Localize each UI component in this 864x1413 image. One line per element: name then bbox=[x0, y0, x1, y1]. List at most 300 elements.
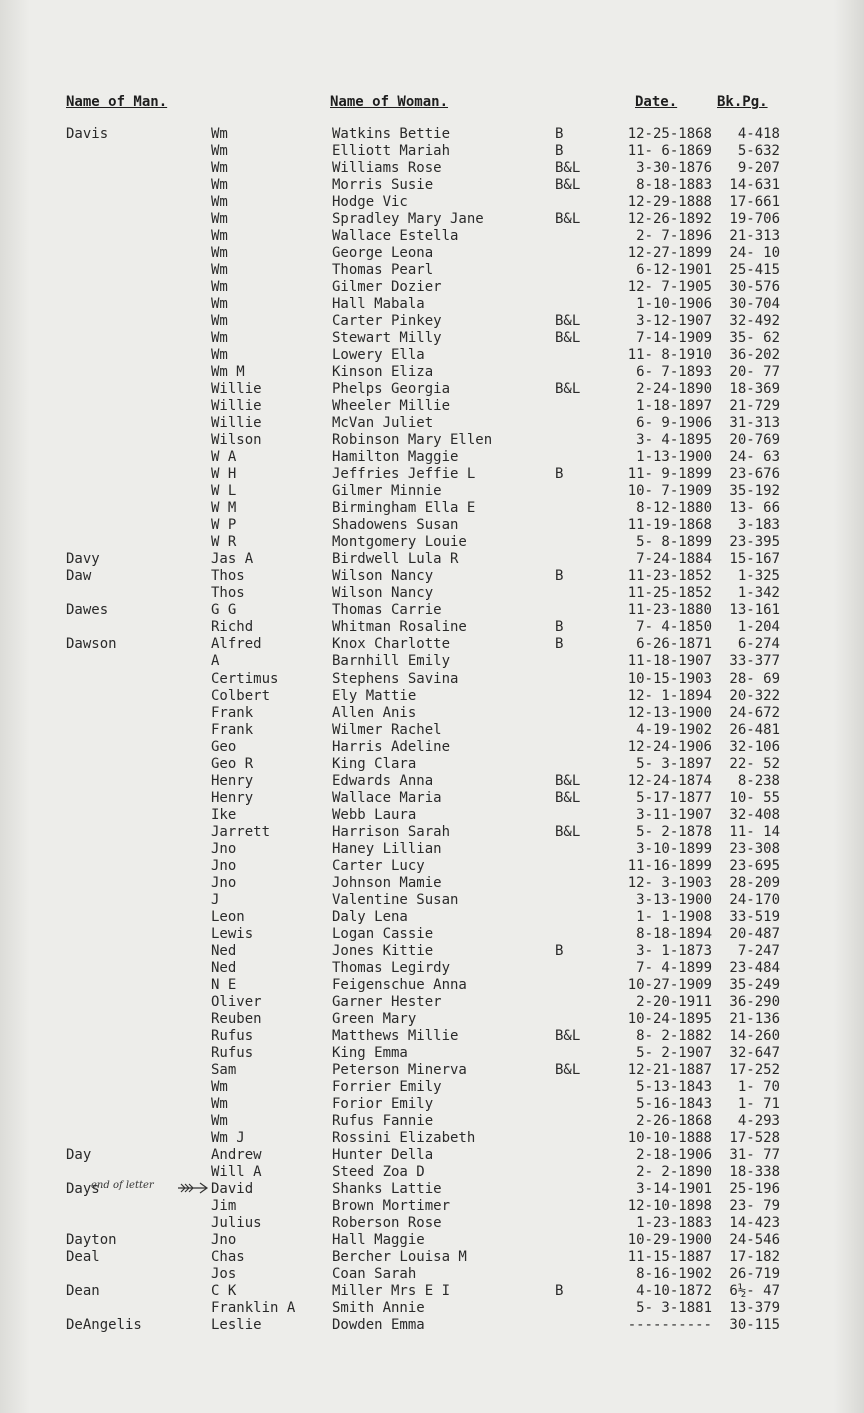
book-page-cell: 31- 77 bbox=[729, 1146, 780, 1163]
table-row bbox=[0, 807, 864, 824]
date-cell: 11-23-1852 bbox=[627, 568, 712, 585]
book-page-cell: 1-342 bbox=[737, 585, 780, 602]
book-page-cell: 1- 71 bbox=[737, 1095, 780, 1112]
woman-name-cell: Shadowens Susan bbox=[332, 517, 459, 534]
table-row bbox=[0, 330, 864, 347]
given-name-cell: Alfred bbox=[211, 636, 262, 653]
date-cell: 12-13-1900 bbox=[627, 704, 712, 721]
book-page-cell: 36-290 bbox=[729, 993, 780, 1010]
woman-name-cell: Rossini Elizabeth bbox=[332, 1129, 476, 1146]
given-name-cell: Wm bbox=[211, 194, 228, 211]
woman-name-cell: Forior Emily bbox=[332, 1095, 434, 1112]
date-cell: 3-10-1899 bbox=[636, 840, 712, 857]
book-page-cell: 21-729 bbox=[729, 398, 780, 415]
book-page-cell: 4-418 bbox=[737, 126, 780, 142]
woman-name-cell: Watkins Bettie bbox=[332, 126, 451, 142]
given-name-cell: Wm bbox=[211, 1095, 228, 1112]
woman-name-cell: Phelps Georgia bbox=[332, 381, 451, 398]
book-page-cell: 19-706 bbox=[729, 211, 780, 228]
given-name-cell: Wm bbox=[211, 262, 228, 279]
given-name-cell: Wm bbox=[211, 143, 228, 160]
woman-name-cell: Ely Mattie bbox=[332, 687, 417, 704]
woman-name-cell: Harris Adeline bbox=[332, 738, 451, 755]
table-row bbox=[0, 841, 864, 858]
record-list bbox=[0, 126, 864, 1334]
table-row bbox=[0, 381, 864, 398]
date-cell: 10- 7-1909 bbox=[627, 483, 712, 500]
date-cell: 7-14-1909 bbox=[636, 330, 712, 347]
given-name-cell: Chas bbox=[211, 1249, 245, 1266]
date-cell: 7- 4-1899 bbox=[636, 959, 712, 976]
woman-name-cell: Harrison Sarah bbox=[332, 823, 451, 840]
woman-name-cell: Birmingham Ella E bbox=[332, 500, 476, 517]
woman-name-cell: Miller Mrs E I bbox=[332, 1283, 451, 1300]
given-name-cell: Jas A bbox=[211, 551, 254, 568]
book-page-cell: 30-576 bbox=[729, 279, 780, 296]
table-row bbox=[0, 994, 864, 1011]
given-name-cell: W R bbox=[211, 534, 237, 551]
date-cell: 10-10-1888 bbox=[627, 1129, 712, 1146]
date-cell: 1-13-1900 bbox=[636, 449, 712, 466]
woman-name-cell: Dowden Emma bbox=[332, 1317, 425, 1334]
date-cell: 5- 2-1907 bbox=[636, 1044, 712, 1061]
date-cell: 1-23-1883 bbox=[636, 1215, 712, 1231]
date-cell: 4-10-1872 bbox=[636, 1283, 712, 1300]
book-page-cell: 15-167 bbox=[729, 551, 780, 568]
book-page-cell: 33-377 bbox=[729, 653, 780, 670]
date-cell: 10-15-1903 bbox=[627, 670, 712, 687]
given-name-cell: Ned bbox=[211, 942, 237, 959]
surname-cell: Dawes bbox=[66, 602, 109, 619]
code-cell: B&L bbox=[555, 160, 581, 177]
woman-name-cell: Roberson Rose bbox=[332, 1215, 442, 1231]
code-cell: B bbox=[555, 126, 564, 142]
header-date: Date. bbox=[635, 94, 678, 110]
date-cell: 1- 1-1908 bbox=[636, 908, 712, 925]
woman-name-cell: Thomas Pearl bbox=[332, 262, 434, 279]
table-row bbox=[0, 1079, 864, 1096]
date-cell: 5- 3-1881 bbox=[636, 1300, 712, 1317]
header-name-of-man: Name of Man. bbox=[66, 94, 168, 110]
given-name-cell: Will A bbox=[211, 1163, 262, 1180]
given-name-cell: Willie bbox=[211, 381, 262, 398]
given-name-cell: Wm bbox=[211, 228, 228, 245]
date-cell: 10-27-1909 bbox=[627, 976, 712, 993]
given-name-cell: Henry bbox=[211, 772, 254, 789]
surname-cell: Davy bbox=[66, 551, 100, 568]
given-name-cell: Wm bbox=[211, 347, 228, 364]
table-row bbox=[0, 756, 864, 773]
woman-name-cell: Edwards Anna bbox=[332, 772, 434, 789]
woman-name-cell: Webb Laura bbox=[332, 806, 417, 823]
given-name-cell: Lewis bbox=[211, 925, 254, 942]
given-name-cell: Julius bbox=[211, 1215, 262, 1231]
table-row bbox=[0, 262, 864, 279]
date-cell: 11- 8-1910 bbox=[627, 347, 712, 364]
handwritten-annotation: end of letter bbox=[91, 1180, 154, 1191]
date-cell: 6-12-1901 bbox=[636, 262, 712, 279]
woman-name-cell: Wilson Nancy bbox=[332, 568, 434, 585]
given-name-cell: W M bbox=[211, 500, 237, 517]
date-cell: 3-14-1901 bbox=[636, 1180, 712, 1197]
table-row bbox=[0, 892, 864, 909]
book-page-cell: 13-161 bbox=[729, 602, 780, 619]
book-page-cell: 26-719 bbox=[729, 1266, 780, 1283]
book-page-cell: 23-484 bbox=[729, 959, 780, 976]
table-row bbox=[0, 688, 864, 705]
given-name-cell: Jim bbox=[211, 1197, 237, 1214]
given-name-cell: Wm bbox=[211, 1112, 228, 1129]
table-row bbox=[0, 619, 864, 636]
table-row bbox=[0, 1266, 864, 1283]
table-row bbox=[0, 1011, 864, 1028]
table-row bbox=[0, 466, 864, 483]
given-name-cell: W H bbox=[211, 466, 237, 483]
given-name-cell: Certimus bbox=[211, 670, 279, 687]
table-row bbox=[0, 773, 864, 790]
date-cell: 10-29-1900 bbox=[627, 1232, 712, 1249]
table-row bbox=[0, 960, 864, 977]
book-page-cell: 30-115 bbox=[729, 1317, 780, 1334]
given-name-cell: Leslie bbox=[211, 1317, 262, 1334]
table-row bbox=[0, 1232, 864, 1249]
woman-name-cell: Carter Lucy bbox=[332, 857, 425, 874]
date-cell: 12-29-1888 bbox=[627, 194, 712, 211]
book-page-cell: 14-423 bbox=[729, 1215, 780, 1231]
date-cell: 8-18-1894 bbox=[636, 925, 712, 942]
given-name-cell: Wm bbox=[211, 245, 228, 262]
code-cell: B&L bbox=[555, 330, 581, 347]
date-cell: 7- 4-1850 bbox=[636, 619, 712, 636]
woman-name-cell: Morris Susie bbox=[332, 177, 434, 194]
table-row bbox=[0, 483, 864, 500]
table-row bbox=[0, 194, 864, 211]
date-cell: 3- 4-1895 bbox=[636, 432, 712, 449]
woman-name-cell: Valentine Susan bbox=[332, 891, 459, 908]
woman-name-cell: Whitman Rosaline bbox=[332, 619, 467, 636]
given-name-cell: Richd bbox=[211, 619, 254, 636]
given-name-cell: Wm J bbox=[211, 1129, 245, 1146]
table-row bbox=[0, 500, 864, 517]
book-page-cell: 1- 70 bbox=[737, 1078, 780, 1095]
book-page-cell: 23-676 bbox=[729, 466, 780, 483]
table-row bbox=[0, 1198, 864, 1215]
date-cell: 12- 1-1894 bbox=[627, 687, 712, 704]
woman-name-cell: Haney Lillian bbox=[332, 840, 442, 857]
surname-cell: Deal bbox=[66, 1249, 100, 1266]
date-cell: 5-17-1877 bbox=[636, 789, 712, 806]
table-row bbox=[0, 1317, 864, 1334]
book-page-cell: 10- 55 bbox=[729, 789, 780, 806]
date-cell: 8- 2-1882 bbox=[636, 1027, 712, 1044]
woman-name-cell: Rufus Fannie bbox=[332, 1112, 434, 1129]
given-name-cell: W P bbox=[211, 517, 237, 534]
book-page-cell: 9-207 bbox=[737, 160, 780, 177]
given-name-cell: Oliver bbox=[211, 993, 262, 1010]
woman-name-cell: Elliott Mariah bbox=[332, 143, 451, 160]
date-cell: ---------- bbox=[627, 1317, 712, 1334]
date-cell: 1-10-1906 bbox=[636, 296, 712, 313]
book-page-cell: 23-308 bbox=[729, 840, 780, 857]
code-cell: B&L bbox=[555, 381, 581, 398]
woman-name-cell: Hall Mabala bbox=[332, 296, 425, 313]
table-row bbox=[0, 602, 864, 619]
given-name-cell: Wm bbox=[211, 330, 228, 347]
date-cell: 6- 7-1893 bbox=[636, 364, 712, 381]
surname-cell: Day bbox=[66, 1146, 92, 1163]
code-cell: B&L bbox=[555, 313, 581, 330]
date-cell: 3-13-1900 bbox=[636, 891, 712, 908]
given-name-cell: Jos bbox=[211, 1266, 237, 1283]
book-page-cell: 36-202 bbox=[729, 347, 780, 364]
table-row bbox=[0, 739, 864, 756]
date-cell: 11-23-1880 bbox=[627, 602, 712, 619]
date-cell: 6-26-1871 bbox=[636, 636, 712, 653]
book-page-cell: 35-249 bbox=[729, 976, 780, 993]
woman-name-cell: Hall Maggie bbox=[332, 1232, 425, 1249]
woman-name-cell: Wilmer Rachel bbox=[332, 721, 442, 738]
woman-name-cell: Logan Cassie bbox=[332, 925, 434, 942]
given-name-cell: Franklin A bbox=[211, 1300, 296, 1317]
given-name-cell: Wm M bbox=[211, 364, 245, 381]
code-cell: B bbox=[555, 619, 564, 636]
surname-cell: Dayton bbox=[66, 1232, 117, 1249]
table-row bbox=[0, 1300, 864, 1317]
table-row bbox=[0, 1147, 864, 1164]
table-row bbox=[0, 926, 864, 943]
table-row bbox=[0, 653, 864, 670]
code-cell: B bbox=[555, 1283, 564, 1300]
code-cell: B&L bbox=[555, 177, 581, 194]
given-name-cell: Wm bbox=[211, 126, 228, 142]
given-name-cell: Geo bbox=[211, 738, 237, 755]
date-cell: 8-18-1883 bbox=[636, 177, 712, 194]
book-page-cell: 20-322 bbox=[729, 687, 780, 704]
given-name-cell: Jno bbox=[211, 840, 237, 857]
given-name-cell: Jno bbox=[211, 857, 237, 874]
given-name-cell: W A bbox=[211, 449, 237, 466]
woman-name-cell: Hodge Vic bbox=[332, 194, 408, 211]
book-page-cell: 4-293 bbox=[737, 1112, 780, 1129]
book-page-cell: 24- 10 bbox=[729, 245, 780, 262]
header-book-page: Bk.Pg. bbox=[717, 94, 768, 110]
book-page-cell: 35-192 bbox=[729, 483, 780, 500]
date-cell: 11- 9-1899 bbox=[627, 466, 712, 483]
code-cell: B&L bbox=[555, 1027, 581, 1044]
surname-cell: Dean bbox=[66, 1283, 100, 1300]
book-page-cell: 23-395 bbox=[729, 534, 780, 551]
date-cell: 6- 9-1906 bbox=[636, 415, 712, 432]
book-page-cell: 6-274 bbox=[737, 636, 780, 653]
code-cell: B&L bbox=[555, 789, 581, 806]
woman-name-cell: Stephens Savina bbox=[332, 670, 459, 687]
date-cell: 2-24-1890 bbox=[636, 381, 712, 398]
table-row bbox=[0, 1249, 864, 1266]
table-row bbox=[0, 534, 864, 551]
table-row bbox=[0, 977, 864, 994]
given-name-cell: Jno bbox=[211, 874, 237, 891]
table-row bbox=[0, 858, 864, 875]
table-row bbox=[0, 364, 864, 381]
table-row bbox=[0, 245, 864, 262]
code-cell: B&L bbox=[555, 772, 581, 789]
book-page-cell: 26-481 bbox=[729, 721, 780, 738]
date-cell: 2-26-1868 bbox=[636, 1112, 712, 1129]
book-page-cell: 28-209 bbox=[729, 874, 780, 891]
woman-name-cell: Coan Sarah bbox=[332, 1266, 417, 1283]
date-cell: 2- 7-1896 bbox=[636, 228, 712, 245]
table-row bbox=[0, 313, 864, 330]
book-page-cell: 3-183 bbox=[737, 517, 780, 534]
book-page-cell: 24- 63 bbox=[729, 449, 780, 466]
code-cell: B bbox=[555, 636, 564, 653]
woman-name-cell: Robinson Mary Ellen bbox=[332, 432, 493, 449]
given-name-cell: Wm bbox=[211, 313, 228, 330]
date-cell: 5- 8-1899 bbox=[636, 534, 712, 551]
table-row bbox=[0, 296, 864, 313]
given-name-cell: Rufus bbox=[211, 1044, 254, 1061]
woman-name-cell: Jeffries Jeffie L bbox=[332, 466, 476, 483]
woman-name-cell: Thomas Legirdy bbox=[332, 959, 451, 976]
woman-name-cell: Lowery Ella bbox=[332, 347, 425, 364]
table-row bbox=[0, 1283, 864, 1300]
woman-name-cell: Birdwell Lula R bbox=[332, 551, 459, 568]
woman-name-cell: Feigenschue Anna bbox=[332, 976, 467, 993]
woman-name-cell: Hunter Della bbox=[332, 1146, 434, 1163]
book-page-cell: 1-204 bbox=[737, 619, 780, 636]
given-name-cell: Wm bbox=[211, 177, 228, 194]
date-cell: 8-12-1880 bbox=[636, 500, 712, 517]
table-row bbox=[0, 211, 864, 228]
book-page-cell: 21-136 bbox=[729, 1010, 780, 1027]
book-page-cell: 20-769 bbox=[729, 432, 780, 449]
date-cell: 12-10-1898 bbox=[627, 1197, 712, 1214]
date-cell: 11-25-1852 bbox=[627, 585, 712, 602]
given-name-cell: Ike bbox=[211, 806, 237, 823]
surname-cell: Dawson bbox=[66, 636, 117, 653]
table-row bbox=[0, 517, 864, 534]
woman-name-cell: Johnson Mamie bbox=[332, 874, 442, 891]
given-name-cell: W L bbox=[211, 483, 237, 500]
book-page-cell: 14-631 bbox=[729, 177, 780, 194]
given-name-cell: G G bbox=[211, 602, 237, 619]
table-row bbox=[0, 449, 864, 466]
table-row bbox=[0, 347, 864, 364]
date-cell: 12- 7-1905 bbox=[627, 279, 712, 296]
date-cell: 1-18-1897 bbox=[636, 398, 712, 415]
book-page-cell: 13- 66 bbox=[729, 500, 780, 517]
woman-name-cell: Thomas Carrie bbox=[332, 602, 442, 619]
given-name-cell: C K bbox=[211, 1283, 237, 1300]
date-cell: 12-24-1906 bbox=[627, 738, 712, 755]
book-page-cell: 20- 77 bbox=[729, 364, 780, 381]
given-name-cell: Wm bbox=[211, 211, 228, 228]
book-page-cell: 23-695 bbox=[729, 857, 780, 874]
given-name-cell: Geo R bbox=[211, 755, 254, 772]
given-name-cell: Ned bbox=[211, 959, 237, 976]
book-page-cell: 17-528 bbox=[729, 1129, 780, 1146]
date-cell: 3-11-1907 bbox=[636, 806, 712, 823]
surname-cell: Days bbox=[66, 1180, 100, 1197]
woman-name-cell: Spradley Mary Jane bbox=[332, 211, 484, 228]
table-row bbox=[0, 1164, 864, 1181]
given-name-cell: Andrew bbox=[211, 1146, 262, 1163]
woman-name-cell: Knox Charlotte bbox=[332, 636, 451, 653]
table-row bbox=[0, 1130, 864, 1147]
woman-name-cell: King Emma bbox=[332, 1044, 408, 1061]
book-page-cell: 24-672 bbox=[729, 704, 780, 721]
table-row bbox=[0, 415, 864, 432]
book-page-cell: 28- 69 bbox=[729, 670, 780, 687]
table-row bbox=[0, 636, 864, 653]
woman-name-cell: McVan Juliet bbox=[332, 415, 434, 432]
table-row bbox=[0, 1113, 864, 1130]
woman-name-cell: Forrier Emily bbox=[332, 1078, 442, 1095]
book-page-cell: 17-182 bbox=[729, 1249, 780, 1266]
woman-name-cell: Brown Mortimer bbox=[332, 1197, 451, 1214]
book-page-cell: 23- 79 bbox=[729, 1197, 780, 1214]
woman-name-cell: Barnhill Emily bbox=[332, 653, 451, 670]
surname-cell: Daw bbox=[66, 568, 92, 585]
given-name-cell: A bbox=[211, 653, 220, 670]
date-cell: 3-30-1876 bbox=[636, 160, 712, 177]
table-row bbox=[0, 126, 864, 143]
woman-name-cell: Daly Lena bbox=[332, 908, 408, 925]
date-cell: 5- 2-1878 bbox=[636, 823, 712, 840]
book-page-cell: 17-661 bbox=[729, 194, 780, 211]
table-row bbox=[0, 722, 864, 739]
given-name-cell: Leon bbox=[211, 908, 245, 925]
book-page-cell: 1-325 bbox=[737, 568, 780, 585]
book-page-cell: 24-546 bbox=[729, 1232, 780, 1249]
woman-name-cell: Matthews Millie bbox=[332, 1027, 459, 1044]
given-name-cell: Frank bbox=[211, 721, 254, 738]
given-name-cell: Thos bbox=[211, 585, 245, 602]
table-row bbox=[0, 279, 864, 296]
book-page-cell: 32-408 bbox=[729, 806, 780, 823]
table-row bbox=[0, 909, 864, 926]
book-page-cell: 17-252 bbox=[729, 1061, 780, 1078]
book-page-cell: 11- 14 bbox=[729, 823, 780, 840]
book-page-cell: 20-487 bbox=[729, 925, 780, 942]
date-cell: 3- 1-1873 bbox=[636, 942, 712, 959]
code-cell: B&L bbox=[555, 1061, 581, 1078]
woman-name-cell: Wallace Estella bbox=[332, 228, 459, 245]
book-page-cell: 21-313 bbox=[729, 228, 780, 245]
code-cell: B bbox=[555, 143, 564, 160]
given-name-cell: Rufus bbox=[211, 1027, 254, 1044]
book-page-cell: 5-632 bbox=[737, 143, 780, 160]
date-cell: 8-16-1902 bbox=[636, 1266, 712, 1283]
surname-cell: Davis bbox=[66, 126, 109, 142]
date-cell: 12- 3-1903 bbox=[627, 874, 712, 891]
given-name-cell: Wilson bbox=[211, 432, 262, 449]
given-name-cell: Frank bbox=[211, 704, 254, 721]
given-name-cell: Willie bbox=[211, 415, 262, 432]
book-page-cell: 8-238 bbox=[737, 772, 780, 789]
woman-name-cell: Stewart Milly bbox=[332, 330, 442, 347]
woman-name-cell: Wheeler Millie bbox=[332, 398, 451, 415]
given-name-cell: Wm bbox=[211, 1078, 228, 1095]
table-row bbox=[0, 875, 864, 892]
given-name-cell: Henry bbox=[211, 789, 254, 806]
date-cell: 2-18-1906 bbox=[636, 1146, 712, 1163]
table-row bbox=[0, 143, 864, 160]
book-page-cell: 30-704 bbox=[729, 296, 780, 313]
book-page-cell: 25-196 bbox=[729, 1180, 780, 1197]
date-cell: 10-24-1895 bbox=[627, 1010, 712, 1027]
book-page-cell: 22- 52 bbox=[729, 755, 780, 772]
